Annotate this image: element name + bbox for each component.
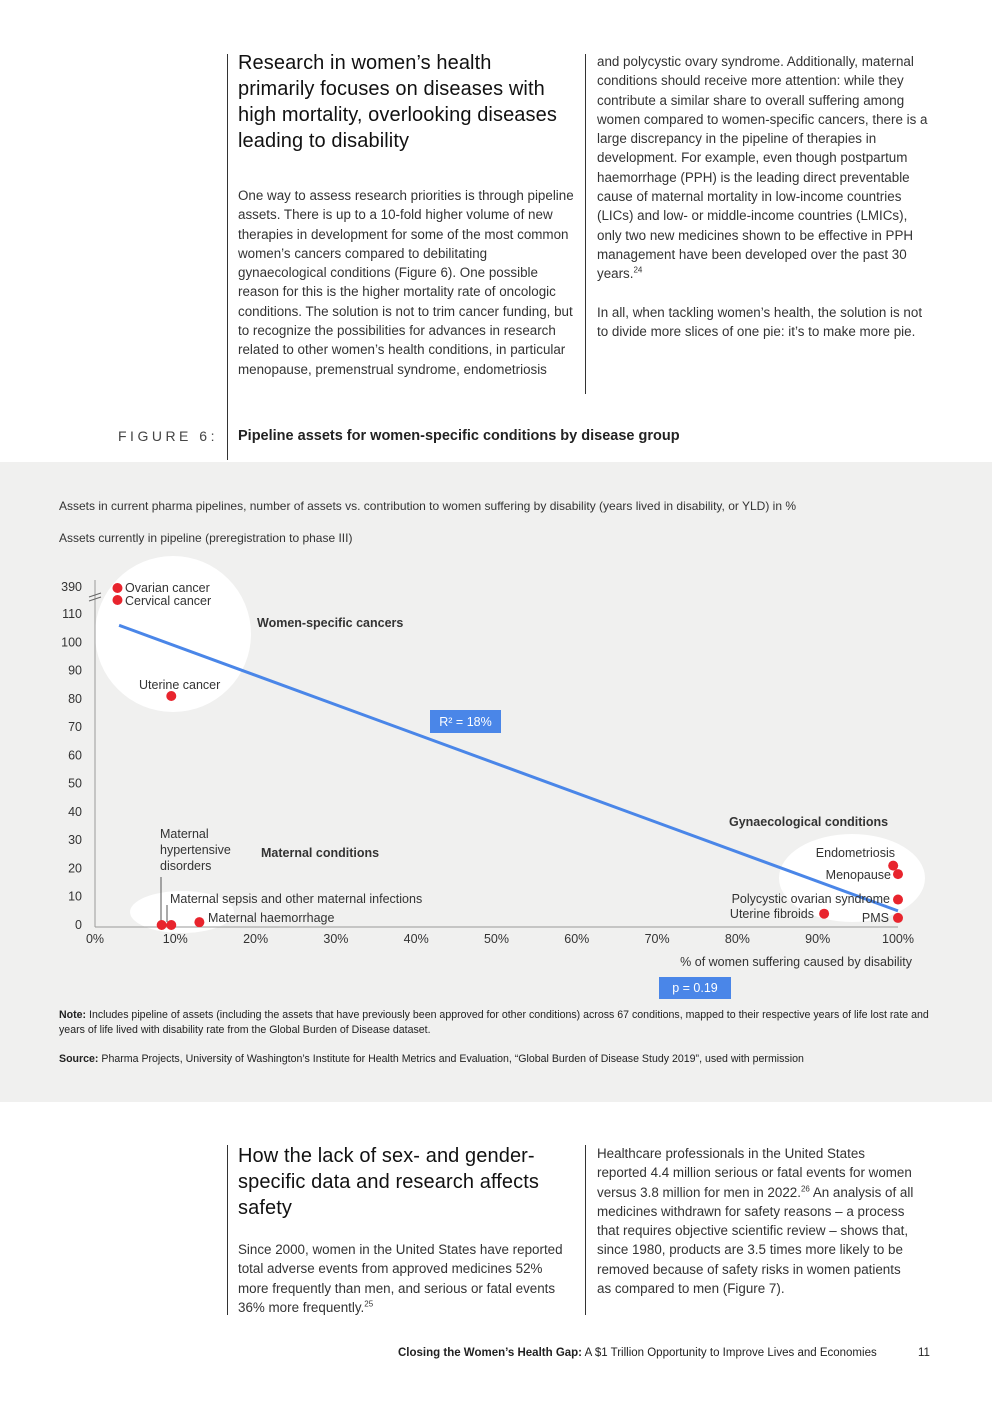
data-point[interactable] [166,920,176,930]
y-tick-label: 30 [68,833,82,848]
x-tick-label: 90% [805,932,831,946]
x-tick-label: 100% [882,932,914,946]
group-label: Gynaecological conditions [729,815,889,829]
body-column-2 [597,52,932,360]
x-axis-title: % of women suffering caused by disability [680,955,912,969]
point-label: Menopause [825,868,891,882]
y-tick-label: 0 [75,918,82,932]
footnote-ref[interactable]: 26 [800,1184,810,1194]
point-label: Ovarian cancer [125,581,210,595]
data-point[interactable] [893,913,903,923]
x-tick-labels [86,932,914,946]
y-tick-label: 70 [68,720,82,735]
trendline [119,625,898,911]
y-tick-label: 90 [68,663,82,678]
point-label-line: disorders [160,859,212,873]
column-divider-left [227,54,228,460]
section-heading: Research in women’s health primarily focuses on diseases with high mortality, overlooking diseases leading to disability [238,52,557,152]
point-label: Polycystic ovarian syndrome [731,892,890,906]
body-column-2 [597,1144,917,1317]
group-label: Maternal conditions [261,846,380,860]
data-point[interactable] [112,583,122,593]
data-point[interactable] [166,691,176,701]
column-divider-left [227,1145,228,1315]
data-point[interactable] [893,869,903,879]
chart-subtitle: Assets in current pharma pipelines, number of assets vs. contribution to women suffering by disability (years lived in disability, or YLD) in % [59,499,797,513]
section-heading: How the lack of sex- and gender-specific data and research affects safety [238,1145,539,1219]
figure-source: Source: Pharma Projects, University of Washington’s Institute for Health Metrics and Evaluation, “Global Burden of Disease Study 2019”, used with permission [59,1053,804,1065]
figure-title: Pipeline assets for women-specific conditions by disease group [238,428,680,444]
scatter-chart [0,462,992,1022]
y-tick-label: 50 [68,776,82,791]
point-label: PMS [861,911,889,925]
y-tick-label: 40 [68,804,82,819]
page-footer: Closing the Women’s Health Gap: A $1 Trillion Opportunity to Improve Lives and Economies [398,1347,877,1359]
x-tick-label: 40% [403,932,429,946]
x-tick-label: 60% [564,932,590,946]
y-tick-labels [61,580,82,932]
point-label: Maternal sepsis and other maternal infections [170,892,423,906]
point-label: Cervical cancer [125,594,212,608]
y-tick-label: 10 [68,889,82,904]
y-axis-title: Assets currently in pipeline (preregistration to phase III) [59,531,353,545]
y-tick-label: 100 [61,635,82,650]
data-point[interactable] [157,920,167,930]
footnote-ref[interactable]: 24 [633,265,643,275]
point-label-line: hypertensive [160,843,231,857]
data-point[interactable] [819,909,829,919]
x-tick-label: 10% [162,932,188,946]
data-point[interactable] [112,595,122,605]
x-tick-label: 20% [243,932,269,946]
y-tick-label: 80 [68,691,82,706]
y-tick-label: 110 [62,607,82,621]
column-divider-middle [585,54,586,394]
x-tick-label: 50% [483,932,510,946]
group-label: Women-specific cancers [257,616,404,630]
column-divider-middle [585,1145,586,1315]
p-value-box: p = 0.19 [659,977,731,999]
body-column-1 [238,1240,573,1336]
y-tick-label: 390 [61,580,82,594]
data-point[interactable] [194,917,204,927]
body-paragraph: and polycystic ovary syndrome. Additionally, maternal conditions should receive more attention: while they contribute a similar share to overall suffering among women compared to women-specific cancers, there is a large discrepancy in the pipeline of therapies in development. For example, even though postpartum haemorrhage (PPH) is the leading direct preventable cause of maternal mortality in low-income countries (LICs) and low- or middle-income countries (LMICs), only two new medicines shown to be effective in PPH management have been developed over the past 30 years.$^{24}$ [597,54,928,282]
x-tick-label: 80% [724,932,750,946]
body-paragraph: In all, when tackling women’s health, the solution is not to divide more slices of one pie: it’s to make more pie. [597,304,923,339]
point-label: Maternal haemorrhage [208,911,335,925]
body-paragraph: Healthcare professionals in the United States reported 4.4 million serious or fatal events for women versus 3.8 million for men in 2022.26 An analysis of all medicines withdrawn for safety reasons – a process that requires objective scientific review – shows that, since 1980, products are 3.5 times more likely to be removed because of safety risks in women patients as compared to men (Figure 7). [597,1146,914,1297]
footnote-ref[interactable]: 25 [364,1299,374,1309]
point-label [160,827,234,873]
page-number: 11 [918,1347,930,1359]
figure-note: Note: Includes pipeline of assets (including the assets that have previously been approved for other conditions) across 67 conditions, mapped to their respective years of life lost rate and years of life lived with disability rate from the Global Burden of Disease dataset. [59,1009,929,1036]
r-squared-label: R² = 18% [439,715,492,729]
x-tick-label: 0% [85,932,105,946]
y-tick-label: 20 [68,861,82,876]
point-label-line: Maternal [160,827,209,841]
data-point[interactable] [893,895,903,905]
point-label: Uterine cancer [139,678,221,692]
body-paragraph: Since 2000, women in the United States have reported total adverse events from approved medicines 52% more frequently than men, and serious or fatal events 36% more frequently.$^{25}$ [238,1242,563,1315]
point-label: Endometriosis [815,846,895,860]
point-label: Uterine fibroids [729,907,814,921]
y-tick-label: 60 [68,748,82,763]
figure-label: FIGURE 6: [118,428,218,444]
body-paragraph: One way to assess research priorities is through pipeline assets. There is up to a 10-fold higher volume of new therapies in development for some of the most common women’s cancers compared to debilitating gynaecological conditions (Figure 6). One possible reason for this is the higher mortality rate of oncologic conditions. The solution is not to trim cancer funding, but to recognize the possibilities for advances in research related to other women’s health conditions, in particular menopause, premenstrual syndrome, endometriosis [238,188,574,377]
body-column-1 [238,186,578,398]
x-tick-label: 70% [644,932,670,946]
x-tick-label: 30% [323,932,349,946]
